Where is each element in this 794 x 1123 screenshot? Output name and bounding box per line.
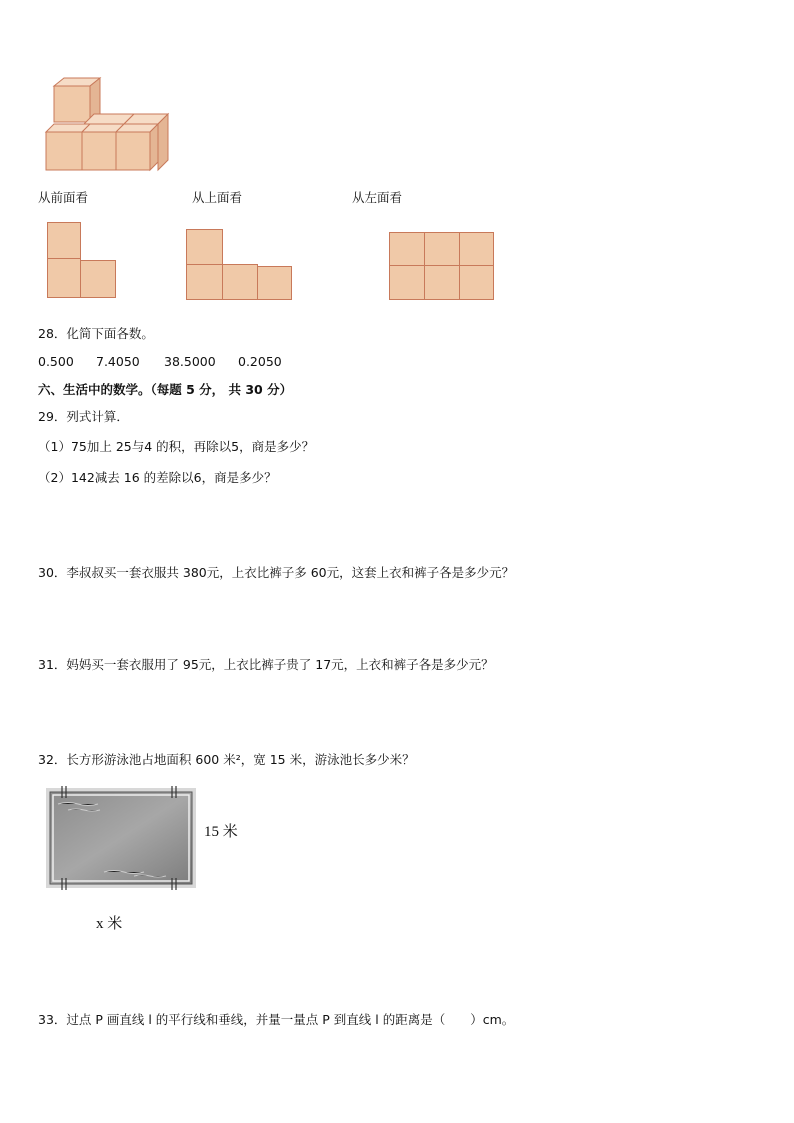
q28-title: 28．化简下面各数。	[38, 326, 154, 341]
q28-number-2: 7.4050	[96, 354, 140, 369]
view-label-front: 从前面看	[38, 190, 89, 205]
q31-text: 31．妈妈买一套衣服用了 95元，上衣比裤子贵了 17元，上衣和裤子各是多少元？	[38, 657, 494, 672]
pool-width-label: 15 米	[204, 824, 238, 840]
top-view-figure	[186, 229, 294, 301]
front-view-figure	[47, 222, 117, 300]
q28-number-3: 38.5000	[164, 354, 216, 369]
pool-length-label: x 米	[96, 916, 123, 932]
swimming-pool-image	[44, 784, 200, 894]
q28-number-1: 0.500	[38, 354, 74, 369]
q29-title: 29．列式计算．	[38, 409, 129, 424]
q29-sub2: （2）142减去 16 的差除以6，商是多少？	[38, 470, 277, 485]
left-view-figure	[389, 232, 497, 302]
q32-text: 32．长方形游泳池占地面积 600 米²，宽 15 米，游泳池长多少米？	[38, 752, 415, 767]
view-label-top: 从上面看	[192, 190, 243, 205]
q33-text: 33．过点 P 画直线 l 的平行线和垂线，并量一量点 P 到直线 l 的距离是（ ）cm。	[38, 1012, 515, 1027]
q30-text: 30．李叔叔买一套衣服共 380元，上衣比裤子多 60元，这套上衣和裤子各是多少元？	[38, 565, 515, 580]
view-label-left: 从左面看	[352, 190, 403, 205]
q28-number-4: 0.2050	[238, 354, 282, 369]
section-heading: 六、生活中的数学。（每题 5 分， 共 30 分）	[38, 382, 293, 397]
cube-front-face	[54, 86, 90, 122]
cube-stack-figure	[38, 78, 208, 188]
q29-sub1: （1）75加上 25与4 的积，再除以5，商是多少？	[38, 439, 315, 454]
